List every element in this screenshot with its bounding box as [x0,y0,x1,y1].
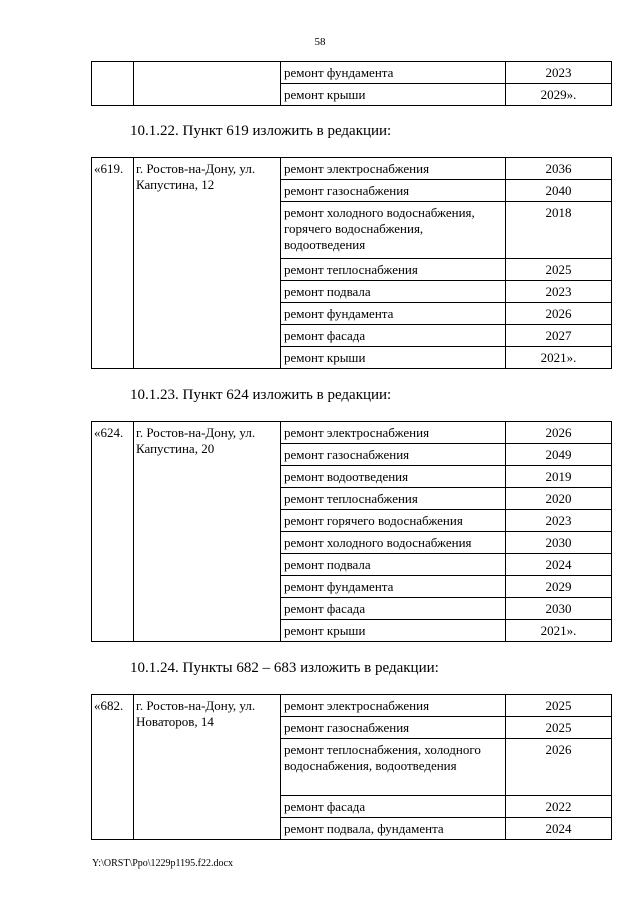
year-cell: 2022 [506,796,612,818]
address-cell: г. Ростов-на-Дону, ул. Капустина, 20 [134,422,281,642]
work-cell: ремонт газоснабжения [281,180,506,202]
year-cell: 2026 [506,303,612,325]
work-cell: ремонт теплоснабжения [281,488,506,510]
item-number: «619. [92,158,134,369]
year-cell: 2023 [506,281,612,303]
year-cell: 2025 [506,259,612,281]
year-cell: 2018 [506,202,612,259]
address-cell: г. Ростов-на-Дону, ул. Капустина, 12 [134,158,281,369]
work-cell: ремонт горячего водоснабжения [281,510,506,532]
table-row [92,62,612,84]
year-cell: 2026 [506,422,612,444]
year-cell: 2021». [506,347,612,369]
work-cell: ремонт холодного водоснабжения, горячего водоснабжения, водоотведения [281,202,506,259]
year-cell: 2026 [506,739,612,796]
work-cell: ремонт фасада [281,325,506,347]
work-cell: ремонт газоснабжения [281,717,506,739]
work-cell: ремонт фасада [281,796,506,818]
address-cell: г. Ростов-на-Дону, ул. Новаторов, 14 [134,695,281,840]
year-cell: 2036 [506,158,612,180]
work-cell: ремонт теплоснабжения, холодного водоснабжения, водоотведения [281,739,506,796]
work-cell: ремонт фундамента [281,303,506,325]
year-cell: 2021». [506,620,612,642]
year-cell: 2019 [506,466,612,488]
year-cell: 2030 [506,598,612,620]
table-682 [91,694,612,840]
year-cell: 2024 [506,554,612,576]
work-cell: ремонт фундамента [281,576,506,598]
section-heading-624: 10.1.23. Пункт 624 изложить в редакции: [130,387,392,403]
work-cell: ремонт фасада [281,598,506,620]
work-cell: ремонт подвала, фундамента [281,818,506,840]
work-cell: ремонт фундамента [281,62,506,84]
work-cell: ремонт водоотведения [281,466,506,488]
table-619 [91,157,612,369]
item-number: «682. [92,695,134,840]
year-cell: 2029 [506,576,612,598]
year-cell: 2025 [506,695,612,717]
work-cell: ремонт подвала [281,554,506,576]
continuation-table [91,61,612,106]
work-cell: ремонт газоснабжения [281,444,506,466]
table-row [92,422,612,444]
section-heading-682: 10.1.24. Пункты 682 – 683 изложить в редакции: [130,660,439,676]
item-number: «624. [92,422,134,642]
work-cell: ремонт холодного водоснабжения [281,532,506,554]
year-cell: 2027 [506,325,612,347]
year-cell: 2020 [506,488,612,510]
number-cell [92,62,134,106]
year-cell: 2029». [506,84,612,106]
year-cell: 2030 [506,532,612,554]
footer-file-path: Y:\ORST\Ppo\1229p1195.f22.docx [92,858,233,869]
table-row [92,158,612,180]
year-cell: 2023 [506,62,612,84]
work-cell: ремонт крыши [281,620,506,642]
year-cell: 2024 [506,818,612,840]
year-cell: 2040 [506,180,612,202]
work-cell: ремонт электроснабжения [281,158,506,180]
year-cell: 2025 [506,717,612,739]
year-cell: 2049 [506,444,612,466]
table-624 [91,421,612,642]
work-cell: ремонт электроснабжения [281,695,506,717]
table-row [92,695,612,717]
work-cell: ремонт теплоснабжения [281,259,506,281]
page-number: 58 [314,36,326,48]
work-cell: ремонт крыши [281,84,506,106]
work-cell: ремонт крыши [281,347,506,369]
work-cell: ремонт электроснабжения [281,422,506,444]
year-cell: 2023 [506,510,612,532]
section-heading-619: 10.1.22. Пункт 619 изложить в редакции: [130,123,392,139]
address-cell [134,62,281,106]
work-cell: ремонт подвала [281,281,506,303]
